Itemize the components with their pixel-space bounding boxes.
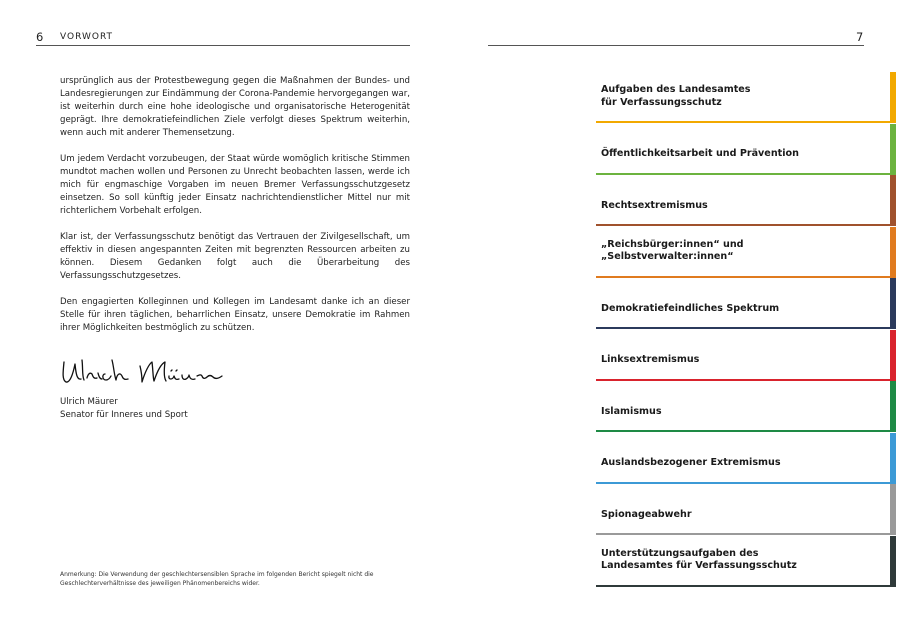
toc-item-label: Demokratiefeindliches Spektrum [601,302,780,314]
toc-color-tab [890,433,896,484]
toc-color-tab [890,330,896,381]
toc-item-islamismus[interactable] [596,381,896,432]
foreword-text [60,75,410,348]
paragraph-3: Klar ist, der Verfassungsschutz benötigt das Vertrauen der Zivilgesellschaft, um effektiv in diesen angespannten Zeiten mit begrenzten Ressourcen arbeiten zu können. Diesem Gedanken folgt auch die Überarbeitung des Verfassungsschutzgesetzes. [60,232,410,281]
toc-item-aufgaben[interactable] [596,72,896,123]
table-of-contents [596,72,896,587]
toc-item-unterstuetzungsaufgaben[interactable] [596,536,896,587]
page-number-left: 6 [36,30,44,44]
toc-item-rechtsextremismus[interactable] [596,175,896,226]
toc-item-linksextremismus[interactable] [596,330,896,381]
toc-color-tab [890,536,896,587]
toc-item-label: Auslandsbezogener Extremismus [601,457,781,468]
toc-item-label: „Reichsbürger:innen“ und „Selbstverwalter:innen“ [601,238,744,262]
toc-color-tab [890,484,896,535]
signature-image [58,352,228,388]
paragraph-1: ursprünglich aus der Protestbewegung gegen die Maßnahmen der Bundes- und Landesregierungen zur Eindämmung der Corona-Pandemie hervorgegangen war, ist weiterhin durch eine hohe ideologische und organisatorische Heterogenität geprägt. Ihre demokratiefeindlichen Ziele verfolgt dieses Spektrum weiterhin, wenn auch mit anderer Themensetzung. [60,76,410,138]
toc-color-tab [890,278,896,329]
header-rule-left [36,45,410,46]
signer-block [60,396,188,422]
toc-item-underline [596,585,890,587]
toc-item-spionageabwehr[interactable] [596,484,896,535]
toc-item-label: Öffentlichkeitsarbeit und Prävention [601,148,799,159]
toc-color-tab [890,381,896,432]
toc-item-label: Linksextremismus [601,354,700,365]
toc-item-label: Spionageabwehr [601,508,692,520]
toc-item-label: Islamismus [601,405,662,417]
toc-item-label: Rechtsextremismus [601,199,708,211]
signer-title: Senator für Inneres und Sport [60,410,188,420]
toc-item-auslandsbezogener-extremismus[interactable] [596,433,896,484]
paragraph-2: Um jedem Verdacht vorzubeugen, der Staat würde womöglich kritische Stimmen mundtot machen wollen und Personen zu Unrecht beobachten lassen, werde ich mich für engmaschige Vorgaben im neuen Bremer Verfassungsschutzgesetz einsetzen. So soll künftig jeder Einsatz nachrichtendienstlicher Mittel nur mit richterlichem Vorbehalt erfolgen. [60,154,410,216]
signer-name: Ulrich Mäurer [60,397,118,407]
toc-color-tab [890,72,896,123]
toc-color-tab [890,124,896,175]
toc-item-label: Unterstützungsaufgaben des Landesamtes für Verfassungsschutz [601,547,797,571]
toc-item-oeffentlichkeitsarbeit[interactable] [596,124,896,175]
toc-color-tab [890,175,896,226]
toc-item-reichsbuerger[interactable] [596,227,896,278]
toc-item-demokratiefeindliches-spektrum[interactable] [596,278,896,329]
footnote: Anmerkung: Die Verwendung der geschlechtersensiblen Sprache im folgenden Bericht spiegelt nicht die Geschlechterverhältnisse des jeweiligen Phänomenbereichs wider. [60,571,374,587]
page-number-right: 7 [856,30,864,44]
section-title: VORWORT [60,32,114,42]
toc-item-label: Aufgaben des Landesamtes für Verfassungsschutz [601,84,751,108]
toc-color-tab [890,227,896,278]
header-rule-right [488,45,864,46]
paragraph-4: Den engagierten Kolleginnen und Kollegen im Landesamt danke ich an dieser Stelle für ihren täglichen, beharrlichen Einsatz, unsere Demokratie im Rahmen ihrer Möglichkeiten bestmöglich zu schützen. [60,297,410,333]
